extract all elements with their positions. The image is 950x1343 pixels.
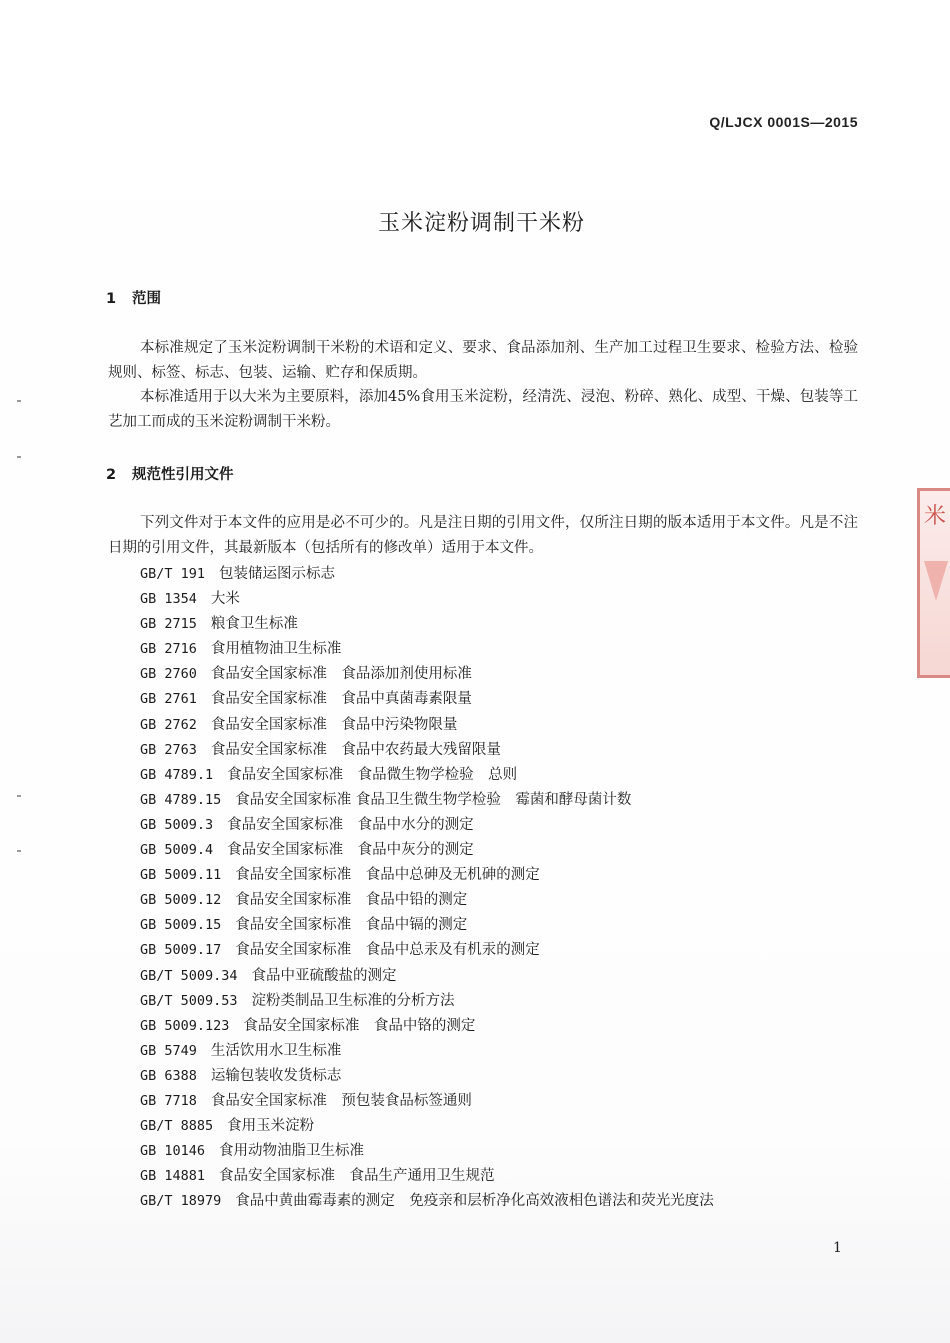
reference-item — [140, 713, 714, 738]
section-1-paragraph-1: 本标准规定了玉米淀粉调制干米粉的术语和定义、要求、食品添加剂、生产加工过程卫生要求、检验方法、检验规则、标签、标志、包装、运输、贮存和保质期。 — [108, 340, 858, 381]
reference-list — [140, 562, 714, 1214]
reference-code: GB 5009.12 — [140, 892, 222, 909]
reference-title: 食用植物油卫生标准 — [210, 641, 342, 658]
reference-code: GB 2761 — [140, 691, 197, 708]
section-1-number: 1 — [106, 291, 117, 307]
reference-code: GB 2760 — [140, 666, 197, 683]
reference-title: 食品安全国家标准 食品中铬的测定 — [243, 1017, 476, 1034]
reference-title: 食品安全国家标准 食品中真菌毒素限量 — [210, 691, 472, 708]
reference-title: 食品安全国家标准 食品生产通用卫生规范 — [219, 1168, 495, 1185]
reference-code: GB 5009.123 — [140, 1017, 230, 1034]
reference-item — [140, 964, 714, 989]
reference-code: GB 7718 — [140, 1092, 197, 1109]
reference-item — [140, 1164, 714, 1189]
reference-code: GB 5009.17 — [140, 942, 222, 959]
reference-item — [140, 838, 714, 863]
reference-code: GB 10146 — [140, 1143, 206, 1160]
reference-item — [140, 687, 714, 712]
scan-margin-mark — [17, 456, 21, 458]
reference-title: 粮食卫生标准 — [210, 616, 298, 633]
reference-code: GB 1354 — [140, 591, 197, 608]
reference-code: GB 6388 — [140, 1067, 197, 1084]
side-tab-char: 米 — [924, 504, 947, 529]
reference-title: 食用动物油脂卫生标准 — [219, 1143, 365, 1160]
reference-title: 生活饮用水卫生标准 — [210, 1042, 342, 1059]
reference-item — [140, 562, 714, 587]
section-1-heading — [106, 287, 161, 308]
reference-item — [140, 888, 714, 913]
standard-code: Q/LJCX 0001S—2015 — [709, 114, 858, 130]
reference-code: GB 2715 — [140, 616, 197, 633]
reference-title: 食品安全国家标准 食品中总汞及有机汞的测定 — [235, 942, 540, 959]
section-2-intro: 下列文件对于本文件的应用是必不可少的。凡是注日期的引用文件，仅所注日期的版本适用于本文件。凡是不注日期的引用文件，其最新版本（包括所有的修改单）适用于本文件。 — [108, 515, 858, 556]
reference-item — [140, 813, 714, 838]
reference-item — [140, 1139, 714, 1164]
reference-item — [140, 938, 714, 963]
reference-title: 食品安全国家标准 食品中总砷及无机砷的测定 — [235, 867, 540, 884]
reference-code: GB 5009.3 — [140, 816, 214, 833]
reference-item — [140, 989, 714, 1014]
reference-item — [140, 1089, 714, 1114]
reference-code: GB 2762 — [140, 716, 197, 733]
reference-item — [140, 1039, 714, 1064]
reference-title: 食品安全国家标准 食品中镉的测定 — [235, 917, 468, 934]
reference-title: 食品安全国家标准 食品微生物学检验 总则 — [227, 766, 518, 783]
reference-item — [140, 738, 714, 763]
reference-code: GB 5749 — [140, 1042, 197, 1059]
reference-code: GB/T 8885 — [140, 1118, 214, 1135]
reference-code: GB/T 18979 — [140, 1193, 222, 1210]
reference-code: GB 5009.15 — [140, 917, 222, 934]
reference-item — [140, 662, 714, 687]
reference-title: 食品安全国家标准 食品卫生微生物学检验 霉菌和酵母菌计数 — [235, 791, 632, 808]
reference-code: GB 4789.1 — [140, 766, 214, 783]
reference-item — [140, 1114, 714, 1139]
reference-title: 食品安全国家标准 食品中水分的测定 — [227, 816, 474, 833]
reference-code: GB 4789.15 — [140, 791, 222, 808]
reference-title: 食品中亚硫酸盐的测定 — [251, 967, 397, 984]
reference-code: GB 14881 — [140, 1168, 206, 1185]
reference-item — [140, 788, 714, 813]
section-2-heading — [106, 463, 234, 484]
reference-title: 食品安全国家标准 食品中铅的测定 — [235, 892, 468, 909]
section-1-paragraph-2: 本标准适用于以大米为主要原料，添加45%食用玉米淀粉，经清洗、浸泡、粉碎、熟化、成型、干燥、包装等工艺加工而成的玉米淀粉调制干米粉。 — [108, 389, 858, 430]
reference-item — [140, 612, 714, 637]
side-index-tab — [917, 488, 950, 678]
scan-margin-mark — [17, 795, 21, 797]
reference-title: 运输包装收发货标志 — [210, 1067, 342, 1084]
reference-item — [140, 1064, 714, 1089]
reference-title: 大米 — [210, 591, 240, 608]
reference-item — [140, 1189, 714, 1214]
reference-title: 食品中黄曲霉毒素的测定 免疫亲和层析净化高效液相色谱法和荧光光度法 — [235, 1193, 714, 1210]
section-1-title: 范围 — [132, 291, 161, 307]
reference-item — [140, 637, 714, 662]
side-tab-mark-icon — [924, 561, 948, 601]
reference-title: 包装储运图示标志 — [219, 566, 336, 582]
reference-code: GB/T 191 — [140, 566, 206, 582]
section-2-title: 规范性引用文件 — [132, 467, 234, 483]
reference-item — [140, 1014, 714, 1039]
reference-item — [140, 763, 714, 788]
reference-title: 淀粉类制品卫生标准的分析方法 — [251, 992, 455, 1009]
reference-title: 食品安全国家标准 食品添加剂使用标准 — [210, 666, 472, 683]
reference-item — [140, 913, 714, 938]
reference-title: 食品安全国家标准 食品中污染物限量 — [210, 716, 458, 733]
section-2-number: 2 — [106, 467, 117, 483]
reference-code: GB 5009.4 — [140, 842, 214, 859]
reference-title: 食品安全国家标准 食品中灰分的测定 — [227, 842, 474, 859]
reference-title: 食用玉米淀粉 — [227, 1118, 315, 1135]
page-number: 1 — [833, 1240, 842, 1256]
scan-margin-mark — [17, 850, 21, 852]
reference-code: GB 5009.11 — [140, 867, 222, 884]
reference-item — [140, 587, 714, 612]
reference-code: GB/T 5009.53 — [140, 992, 238, 1009]
scan-margin-mark — [17, 400, 21, 402]
reference-title: 食品安全国家标准 预包装食品标签通则 — [210, 1092, 472, 1109]
reference-code: GB/T 5009.34 — [140, 967, 238, 984]
reference-title: 食品安全国家标准 食品中农药最大残留限量 — [210, 741, 501, 758]
reference-code: GB 2763 — [140, 741, 197, 758]
reference-code: GB 2716 — [140, 641, 197, 658]
document-title: 玉米淀粉调制干米粉 — [377, 211, 585, 236]
reference-item — [140, 863, 714, 888]
